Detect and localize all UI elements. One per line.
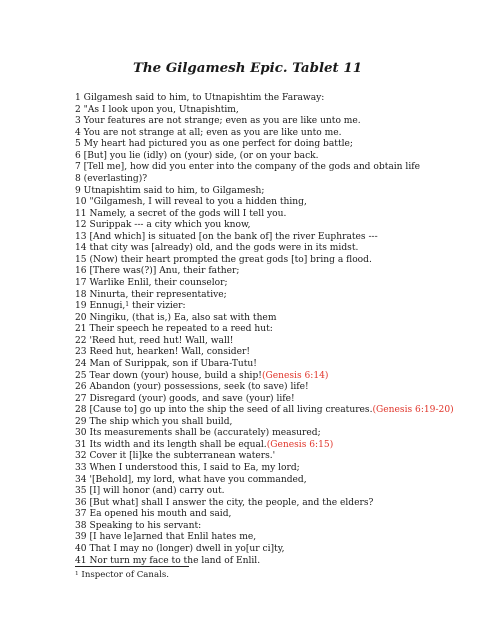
verse-text: 13 [And which] is situated [on the bank of] the river Euphrates --- <box>75 231 378 242</box>
verse-line <box>75 278 485 290</box>
verse-line <box>75 475 485 487</box>
verse-line <box>75 371 485 383</box>
verse-line <box>75 197 485 209</box>
verse-line <box>75 336 485 348</box>
verse-text: 33 When I understood this, I said to Ea, my lord; <box>75 463 300 473</box>
verse-text: 21 Their speech he repeated to a reed hut: <box>75 324 273 335</box>
verse-text: 22 'Reed hut, reed hut! Wall, wall! <box>75 335 234 346</box>
verse-line <box>75 313 485 325</box>
verse-line <box>75 151 485 163</box>
verse-line <box>75 139 485 151</box>
verse-line <box>75 266 485 278</box>
verse-text: 8 (everlasting)? <box>75 173 148 184</box>
verse-text: 16 [There was(?)] Anu, their father; <box>75 266 240 277</box>
verse-text: 2 "As I look upon you, Utnapishtim, <box>75 104 239 115</box>
verse-line <box>75 532 485 544</box>
verse-text: 11 Namely, a secret of the gods will I tell you. <box>75 208 287 219</box>
genesis-reference: (Genesis 6:19-20) <box>372 405 454 416</box>
verse-line <box>75 186 485 198</box>
verse-line <box>75 394 485 406</box>
verse-line <box>75 105 485 117</box>
verse-line <box>75 405 485 417</box>
verse-line <box>75 220 485 232</box>
footnote-marker: 1 <box>75 571 79 577</box>
verse-line <box>75 451 485 463</box>
verse-text: 4 You are not strange at all; even as you are like unto me. <box>75 127 342 138</box>
verse-line <box>75 440 485 452</box>
verse-text: 25 Tear down (your) house, build a ship! <box>75 370 262 381</box>
verse-text: 9 Utnapishtim said to him, to Gilgamesh; <box>75 185 265 196</box>
verse-text: 12 Surippak --- a city which you know, <box>75 220 251 231</box>
verse-line <box>75 382 485 394</box>
verse-text: 14 that city was [already) old, and the gods were in its midst. <box>75 243 359 254</box>
verse-text: 20 Ningiku, (that is,) Ea, also sat with them <box>75 312 277 323</box>
verse-text: 18 Ninurta, their representative; <box>75 289 227 300</box>
verse-text: 5 My heart had pictured you as one perfect for doing battle; <box>75 139 353 150</box>
verse-text: 39 [I have le]arned that Enlil hates me, <box>75 532 257 543</box>
verse-line <box>75 209 485 221</box>
verse-text: 37 Ea opened his mouth and said, <box>75 509 232 520</box>
verse-line <box>75 498 485 510</box>
verse-line <box>75 243 485 255</box>
verse-text: 26 Abandon (your) possessions, seek (to save) life! <box>75 382 309 393</box>
verse-line <box>75 463 485 475</box>
verse-text: 1 Gilgamesh said to him, to Utnapishtim the Faraway: <box>75 93 325 103</box>
verse-text: 35 [I] will honor (and) carry out. <box>75 486 225 497</box>
verse-text: 7 [Tell me], how did you enter into the company of the gods and obtain life <box>75 162 420 173</box>
verse-line <box>75 417 485 429</box>
verse-line <box>75 174 485 186</box>
verse-text: 19 Ennugi, <box>75 301 126 312</box>
verse-line <box>75 347 485 359</box>
genesis-reference: (Genesis 6:14) <box>261 370 329 381</box>
verse-line <box>75 486 485 498</box>
verse-text: 15 (Now) their heart prompted the great gods [to] bring a flood. <box>75 254 372 265</box>
verse-text: 38 Speaking to his servant: <box>75 520 202 531</box>
verse-text: 6 [But] you lie (idly) on (your) side, (or on your back. <box>75 150 319 161</box>
verse-text: 31 Its width and its length shall be equal. <box>75 439 267 450</box>
verse-line <box>75 93 485 105</box>
verse-text: 17 Warlike Enlil, their counselor; <box>75 278 228 288</box>
verse-line <box>75 509 485 521</box>
verse-text: 10 "Gilgamesh, I will reveal to you a hidden thing, <box>75 197 307 208</box>
verse-line <box>75 428 485 440</box>
verse-line <box>75 544 485 556</box>
verse-text: 32 Cover it [li]ke the subterranean waters.' <box>75 451 276 462</box>
verse-text: 40 That I may no (longer) dwell in yo[ur ci]ty, <box>75 543 285 554</box>
verse-line <box>75 301 485 313</box>
verse-text: 34 '[Behold], my lord, what have you commanded, <box>75 474 307 485</box>
footnote-divider <box>75 566 189 567</box>
verse-text: 36 [But what] shall I answer the city, the people, and the elders? <box>75 497 374 508</box>
verse-line <box>75 232 485 244</box>
verse-text: 23 Reed hut, hearken! Wall, consider! <box>75 347 251 358</box>
verse-text: 24 Man of Surippak, son if Ubara-Tutu! <box>75 358 257 369</box>
verse-text: 27 Disregard (your) goods, and save (your) life! <box>75 393 295 404</box>
verse-line <box>75 162 485 174</box>
verse-text-continued: their vizier: <box>129 301 186 312</box>
verse-line <box>75 128 485 140</box>
footnote <box>75 570 169 581</box>
verse-line <box>75 255 485 267</box>
verse-text: 29 The ship which you shall build, <box>75 416 233 427</box>
verse-line <box>75 116 485 128</box>
verse-text: 28 [Cause to] go up into the ship the seed of all living creatures. <box>75 405 373 416</box>
document-title: The Gilgamesh Epic. Tablet 11 <box>132 60 363 76</box>
verse-line <box>75 324 485 336</box>
verse-list <box>75 93 485 567</box>
verse-line <box>75 290 485 302</box>
genesis-reference: (Genesis 6:15) <box>266 439 334 450</box>
footnote-reference-marker: 1 <box>125 301 130 309</box>
verse-line <box>75 359 485 371</box>
verse-line <box>75 521 485 533</box>
verse-text: 30 Its measurements shall be (accurately) measured; <box>75 428 321 439</box>
verse-text: 3 Your features are not strange; even as you are like unto me. <box>75 116 361 127</box>
verse-text: 41 Nor turn my face to the land of Enlil. <box>75 555 261 566</box>
footnote-text: Inspector of Canals. <box>78 570 169 580</box>
